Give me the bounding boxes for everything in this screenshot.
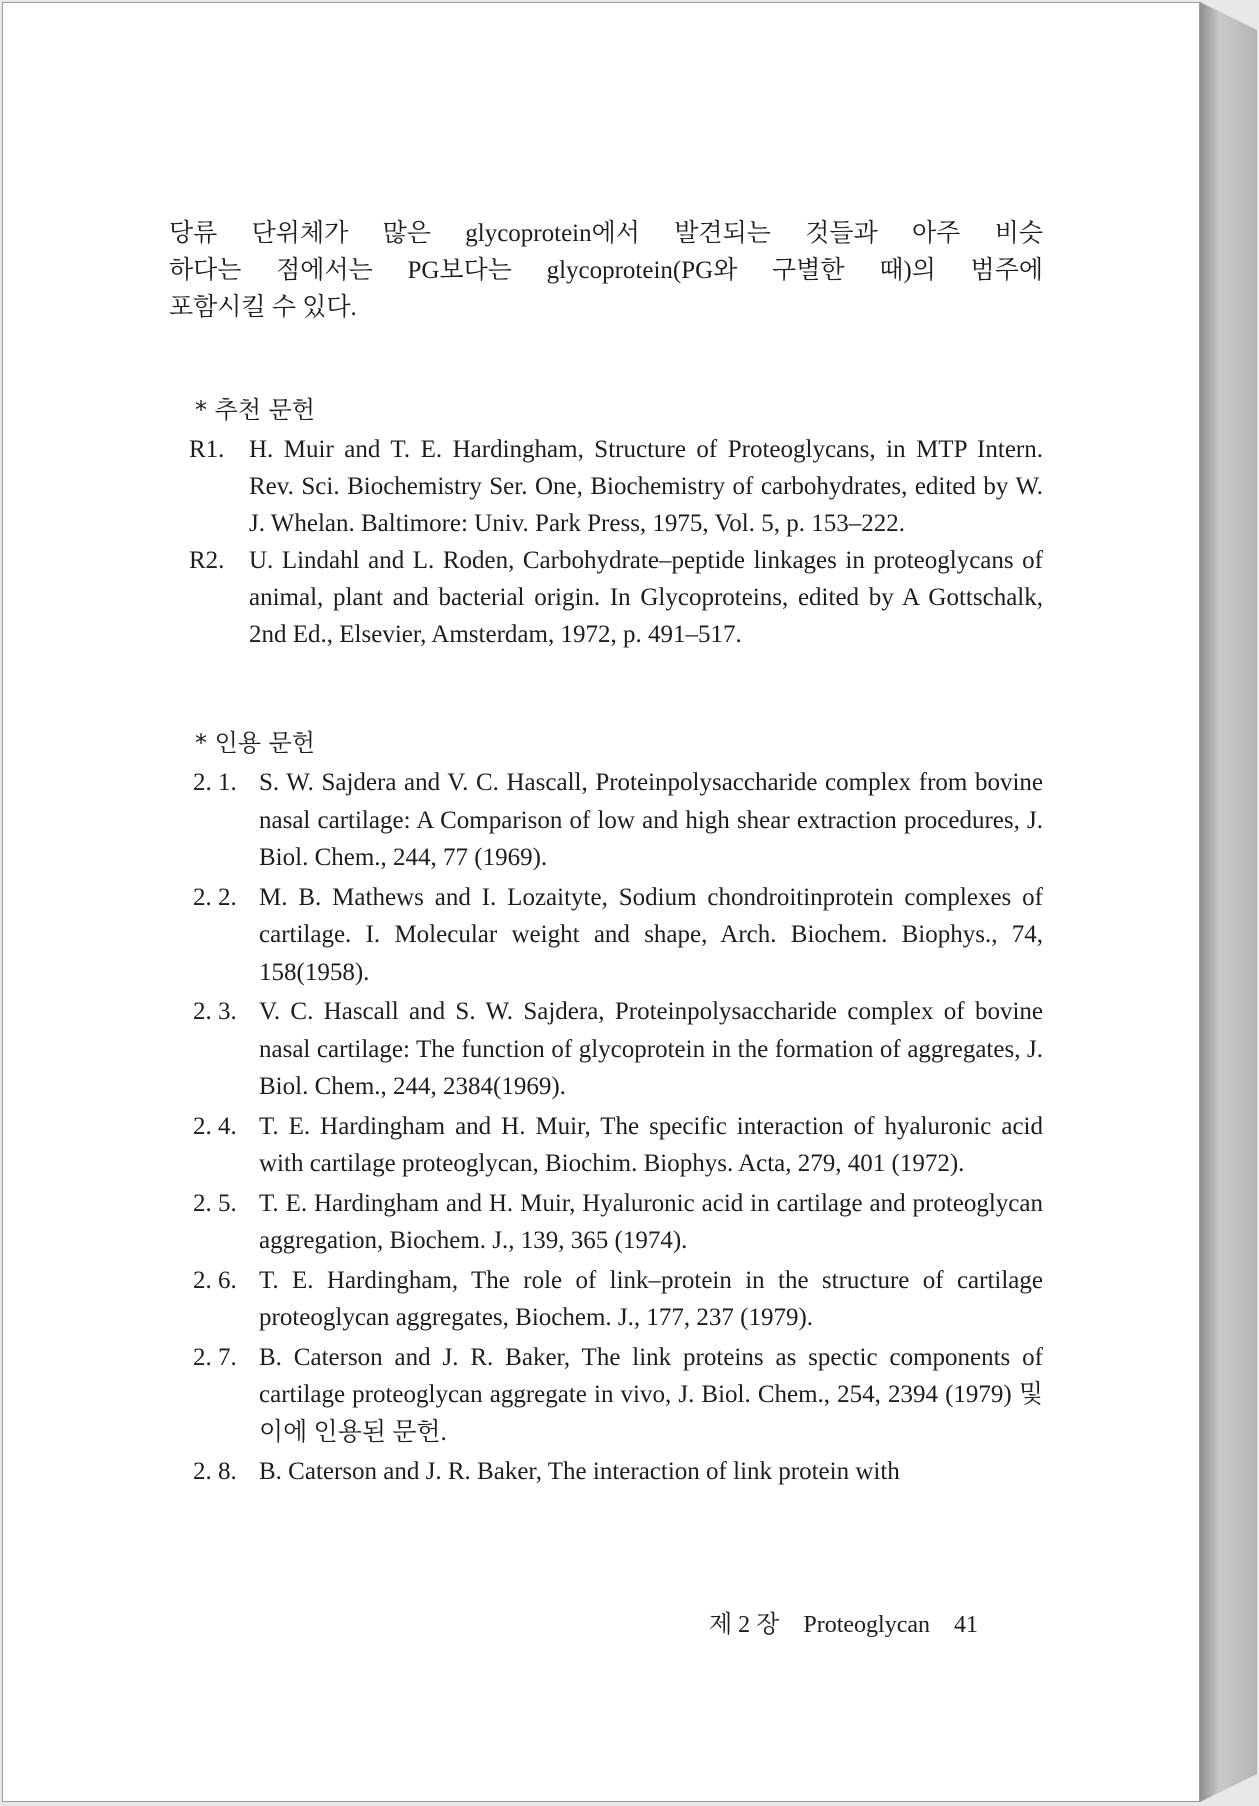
intro-line: 하다는 점에서는 PG보다는 glycoprotein(PG와 구별한 때)의 범주에 [169, 257, 1043, 284]
cited-heading: * 인용 문헌 [195, 729, 315, 757]
reference-number: 2. 1. [193, 769, 237, 796]
intro-line: 당류 단위체가 많은 glycoprotein에서 발견되는 것들과 아주 비슷 [169, 220, 1043, 247]
reference-item [169, 1262, 1043, 1337]
reference-text: S. W. Sajdera and V. C. Hascall, Proteinpolysaccharide complex from bovine nasal cartilage: A Comparison of low and high shear extraction procedures, J. Biol. Chem., 244, 77 (1969). [259, 769, 1043, 871]
reference-text: H. Muir and T. E. Hardingham, Structure of Proteoglycans, in MTP Intern. Rev. Sci. Biochemistry Ser. One, Biochemistry of carbohydrates, edited by W. J. Whelan. Baltimore: Univ. Park Press, 1975, Vol. 5, p. 153–222. [249, 436, 1043, 537]
reference-item [169, 879, 1043, 992]
intro-line: 포함시킬 수 있다. [169, 294, 357, 321]
page-content [169, 215, 1043, 1493]
reference-text: T. E. Hardingham and H. Muir, The specific interaction of hyaluronic acid with cartilage proteoglycan, Biochim. Biophys. Acta, 279, 401 (1972). [259, 1112, 1043, 1177]
document-page [2, 2, 1200, 1802]
reference-item [169, 1185, 1043, 1260]
reference-text: B. Caterson and J. R. Baker, The link proteins as spectic components of cartilage proteoglycan aggregate in vivo, J. Biol. Chem., 254, 2394 (1979) 및 이에 인용된 문헌. [259, 1343, 1043, 1446]
reference-number: 2. 8. [193, 1458, 237, 1485]
reference-text: T. E. Hardingham and H. Muir, Hyaluronic acid in cartilage and proteoglycan aggregation, Biochem. J., 139, 365 (1974). [259, 1189, 1043, 1254]
chapter-label: 제 2 장 [709, 1612, 780, 1638]
page-number: 41 [954, 1612, 979, 1638]
reference-item [169, 993, 1043, 1106]
reference-item [169, 1453, 1043, 1491]
reference-item [169, 1339, 1043, 1452]
reference-number: 2. 4. [193, 1112, 237, 1140]
reference-number: R2. [189, 547, 225, 574]
reference-number: 2. 2. [193, 883, 237, 911]
book-spine-edge [1200, 2, 1257, 1802]
reference-item [169, 542, 1043, 653]
recommended-list [169, 431, 1043, 653]
page-footer [709, 1604, 1049, 1639]
reference-text: V. C. Hascall and S. W. Sajdera, Proteinpolysaccharide complex of bovine nasal cartilage: The function of glycoprotein in the formation of aggregates, J. Biol. Chem., 244, 2384(1969). [259, 998, 1043, 1100]
reference-text: B. Caterson and J. R. Baker, The interaction of link protein with [259, 1458, 900, 1485]
reference-number: 2. 6. [193, 1266, 237, 1294]
reference-number: R1. [189, 436, 225, 463]
recommended-heading: * 추천 문헌 [195, 396, 315, 424]
reference-item [169, 764, 1043, 877]
reference-text: U. Lindahl and L. Roden, Carbohydrate–peptide linkages in proteoglycans of animal, plant and bacterial origin. In Glycoproteins, edited by A Gottschalk, 2nd Ed., Elsevier, Amsterdam, 1972, p. 491–517. [249, 547, 1043, 648]
reference-item [169, 1108, 1043, 1183]
reference-number: 2. 5. [193, 1189, 237, 1217]
cited-list [169, 764, 1043, 1491]
reference-number: 2. 7. [193, 1343, 237, 1371]
intro-paragraph [169, 215, 1043, 326]
reference-text: M. B. Mathews and I. Lozaityte, Sodium chondroitinprotein complexes of cartilage. I. Molecular weight and shape, Arch. Biochem. Biophys., 74, 158(1958). [259, 883, 1043, 986]
chapter-title: Proteoglycan [803, 1612, 931, 1638]
reference-item [169, 431, 1043, 542]
reference-number: 2. 3. [193, 998, 237, 1025]
reference-text: T. E. Hardingham, The role of link–protein in the structure of cartilage proteoglycan aggregates, Biochem. J., 177, 237 (1979). [259, 1266, 1043, 1331]
